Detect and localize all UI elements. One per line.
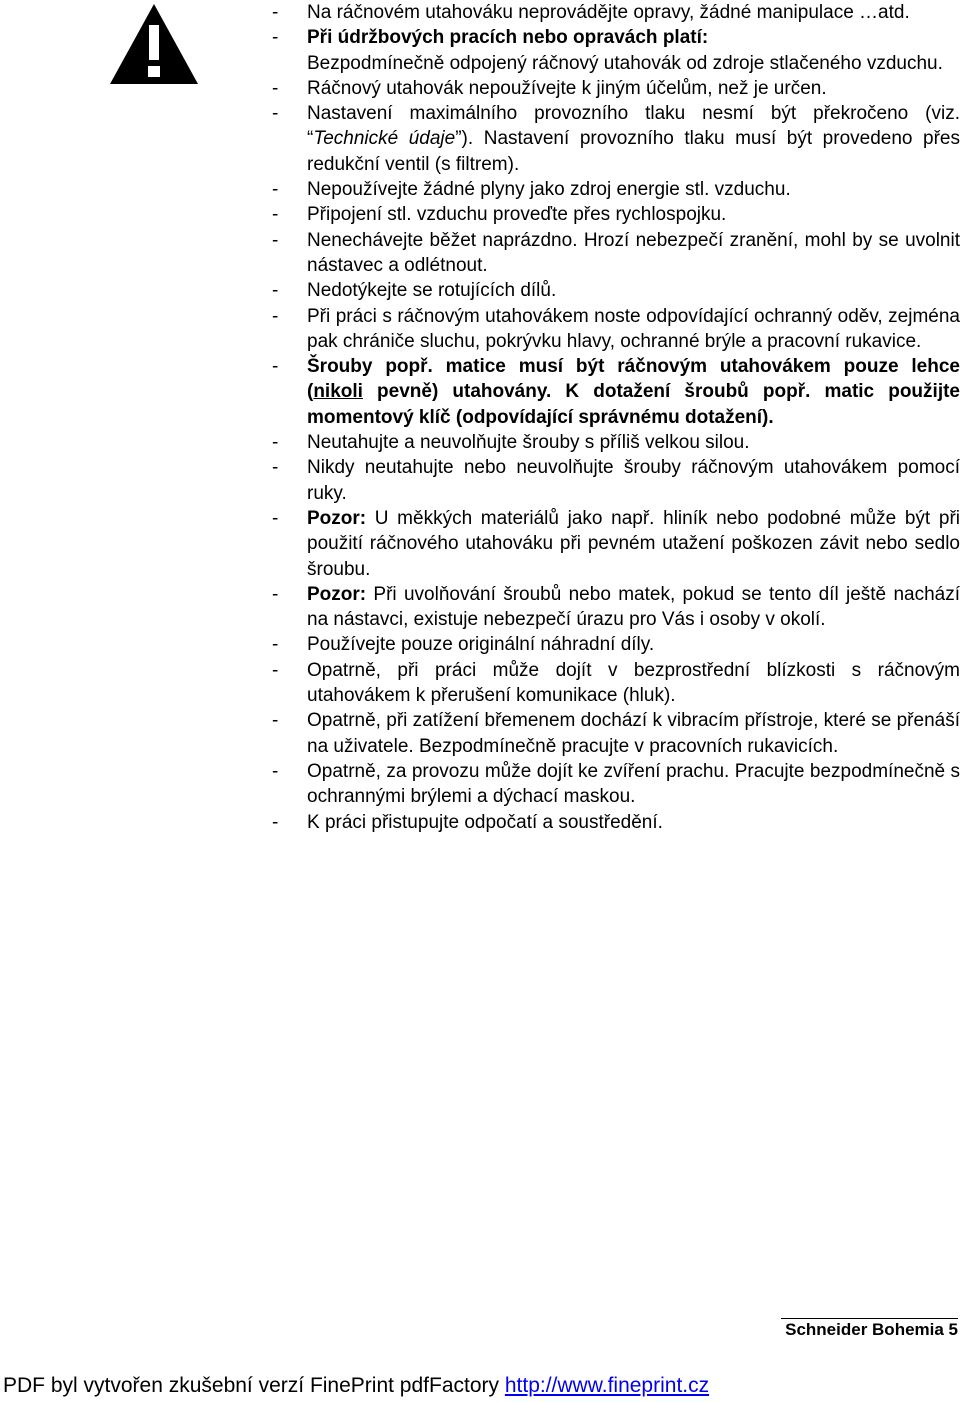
list-item: - Ráčnový utahovák nepoužívejte k jiným účelům, než je určen. xyxy=(272,77,827,99)
list-item: - Neutahujte a neuvolňujte šrouby s příliš velkou silou. xyxy=(272,432,750,454)
safety-instructions-list xyxy=(272,0,960,835)
list-item: - Nastavení maximálního provozního tlaku nesmí být překročeno (viz. “Technické údaje”). Nastavení provozního tlaku musí být provedeno přes redukční ventil (s filtrem). xyxy=(272,103,960,175)
list-item: - Šrouby popř. matice musí být ráčnovým utahovákem pouze lehce (nikoli pevně) utahovány. K dotažení šroubů popř. matic použijte momentový klíč (odpovídající správnému dotažení). xyxy=(272,356,960,428)
list-item: - Připojení stl. vzduchu proveďte přes rychlospojku. xyxy=(272,204,727,226)
warning-triangle-icon xyxy=(108,2,200,86)
list-item: - Na ráčnovém utahováku neprovádějte opravy, žádné manipulace …atd. xyxy=(272,2,910,23)
list-item: - Opatrně, při práci může dojít v bezprostřední blízkosti s ráčnovým utahovákem k přerušení komunikace (hluk). xyxy=(272,659,960,707)
list-item: - Pozor: Při uvolňování šroubů nebo matek, pokud se tento díl ještě nachází na nástavci, existuje nebezpečí úrazu pro Vás i osoby v okolí. xyxy=(272,583,960,631)
list-item: - Nenechávejte běžet naprázdno. Hrozí nebezpečí zranění, mohl by se uvolnit nástavec a odlétnout. xyxy=(272,229,960,276)
fineprint-link[interactable]: http://www.fineprint.cz xyxy=(504,1374,710,1397)
list-item: - Při práci s ráčnovým utahovákem noste odpovídající ochranný oděv, zejména pak chrániče sluchu, pokrývku hlavy, ochranné brýle a pracovní rukavice. xyxy=(272,305,960,352)
list-item: - K práci přistupujte odpočatí a soustředění. xyxy=(272,811,663,833)
list-item: - Nepoužívejte žádné plyny jako zdroj energie stl. vzduchu. xyxy=(272,179,791,201)
pdf-note-text: PDF byl vytvořen zkušební verzí FinePrint pdfFactory xyxy=(3,1374,505,1397)
list-item: - Opatrně, za provozu může dojít ke zvíření prachu. Pracujte bezpodmínečně s ochrannými brýlemi a dýchací maskou. xyxy=(272,760,960,808)
list-item: - Nedotýkejte se rotujících dílů. xyxy=(272,280,557,302)
list-item: - Používejte pouze originální náhradní díly. xyxy=(272,634,655,656)
list-item: - Nikdy neutahujte nebo neuvolňujte šrouby ráčnovým utahovákem pomocí ruky. xyxy=(272,457,960,504)
page-footer: Schneider Bohemia 5 xyxy=(781,1318,958,1340)
list-item: - Pozor: U měkkých materiálů jako např. hliník nebo podobné může být při použití ráčnového utahováku při pevném utažení poškozen závit nebo sedlo šroubu. xyxy=(272,507,960,580)
list-item: - Při údržbových pracích nebo opravách platí: Bezpodmínečně odpojený ráčnový utahovák od zdroje stlačeného vzduchu. xyxy=(272,27,943,74)
pdf-generator-note xyxy=(3,1374,709,1398)
list-item: - Opatrně, při zatížení břemenem dochází k vibracím přístroje, které se přenáší na uživatele. Bezpodmínečně pracujte v pracovních rukavicích. xyxy=(272,710,960,757)
